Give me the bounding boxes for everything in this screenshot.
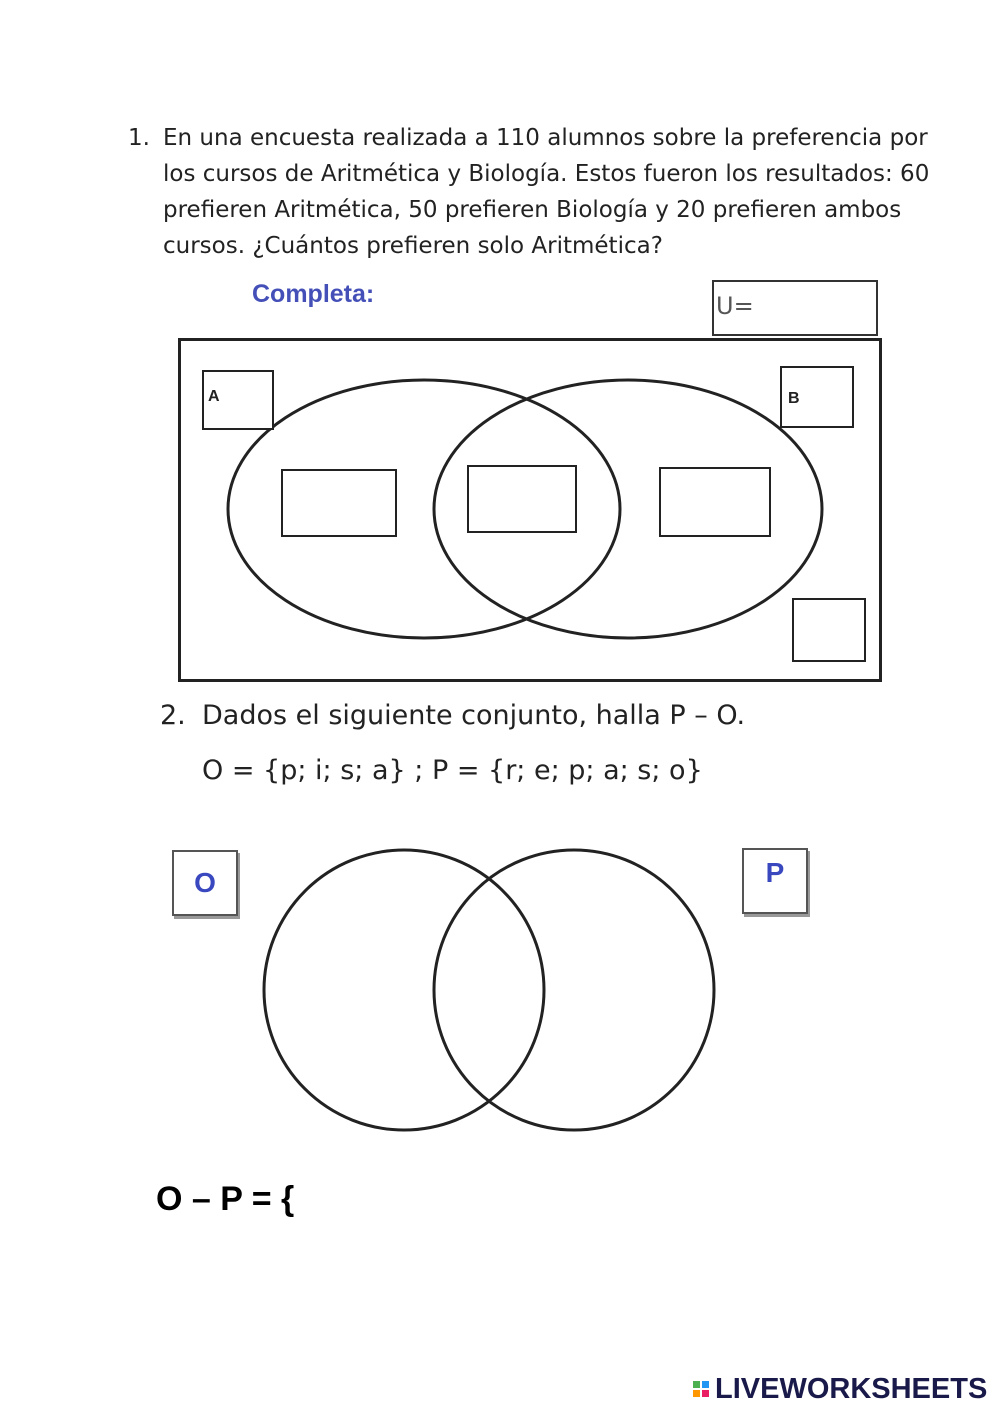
only-b-answer-box[interactable] bbox=[659, 467, 771, 537]
universe-label: U= bbox=[716, 292, 754, 320]
brand-logo bbox=[692, 1374, 987, 1404]
instruction-completa: Completa: bbox=[252, 280, 375, 308]
set-p-tag: P bbox=[742, 848, 808, 914]
set-b-label: B bbox=[788, 390, 800, 407]
question-1-number: 1. bbox=[128, 125, 150, 151]
question-1-text: En una encuesta realizada a 110 alumnos sobre la preferencia por los cursos de Aritmética y Biología. Estos fueron los resultados: 60 prefieren Aritmética, 50 prefieren Biología y 20 prefieren ambos cursos. ¿Cuántos prefieren solo Aritmética? bbox=[163, 125, 930, 259]
only-a-answer-box[interactable] bbox=[281, 469, 397, 537]
set-o-tag: O bbox=[172, 850, 238, 916]
question-2-number: 2. bbox=[160, 700, 186, 731]
question-2-text: Dados el siguiente conjunto, halla P – O. bbox=[202, 700, 746, 731]
answer-prompt: O – P = { bbox=[156, 1180, 295, 1218]
circle-o bbox=[264, 850, 544, 1130]
intersection-answer-box[interactable] bbox=[467, 465, 577, 533]
brand-grid-icon bbox=[692, 1380, 712, 1398]
outside-answer-box[interactable] bbox=[792, 598, 866, 662]
set-a-label: A bbox=[208, 388, 220, 405]
sets-definition: O = {p; i; s; a} ; P = {r; e; p; a; s; o} bbox=[202, 755, 703, 786]
circle-p bbox=[434, 850, 714, 1130]
brand-text: LIVEWORKSHEETS bbox=[715, 1372, 988, 1405]
